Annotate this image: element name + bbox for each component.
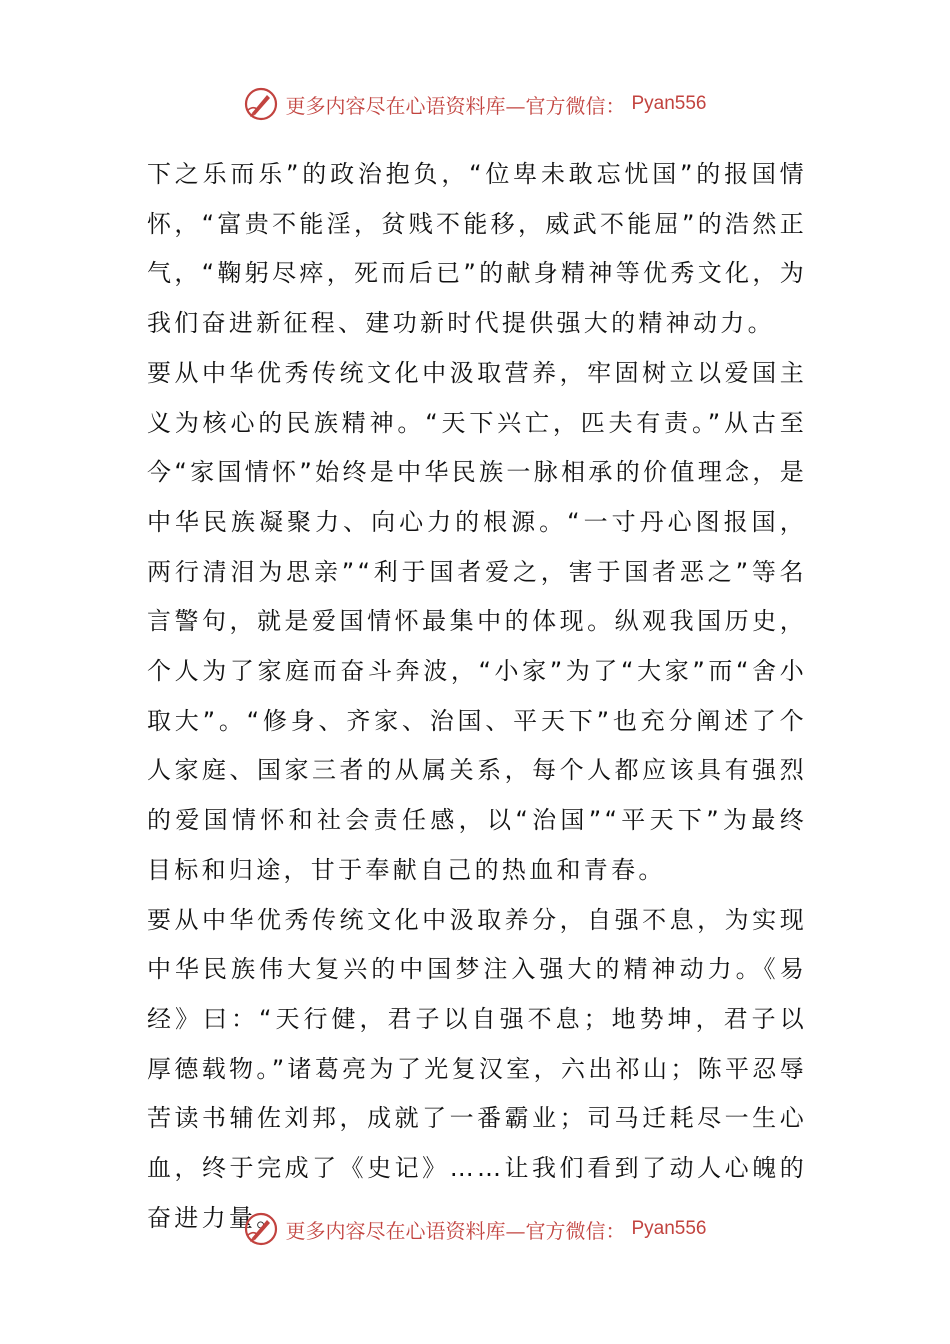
- pen-logo-icon: [243, 86, 279, 122]
- banner-text: 更多内容尽在心语资料库—官方微信：: [285, 93, 626, 118]
- paragraph: 要从中华优秀传统文化中汲取养分，自强不息，为实现中华民族伟大复兴的中国梦注入强大的精神动力。《易经》曰：“天行健，君子以自强不息；地势坤，君子以厚德载物。”诸葛亮为了光复汉室，六出祁山；陈平忍辱苦读书辅佐刘邦，成就了一番霸业；司马迁耗尽一生心血，终于完成了《史记》……让我们看到了动人心魄的奋进力量。: [147, 905, 807, 1232]
- banner-text: 更多内容尽在心语资料库—官方微信：: [285, 1218, 626, 1243]
- article-body: [147, 150, 807, 1243]
- wechat-id: Pyan556: [631, 93, 707, 114]
- paragraph: 下之乐而乐”的政治抱负，“位卑未敢忘忧国”的报国情怀，“富贵不能淫，贫贱不能移，威武不能屈”的浩然正气，“鞠躬尽瘁，死而后已”的献身精神等优秀文化，为我们奋进新征程、建功新时代提供强大的精神动力。: [147, 160, 807, 338]
- paragraph: 要从中华优秀传统文化中汲取营养，牢固树立以爱国主义为核心的民族精神。“天下兴亡，匹夫有责。”从古至今“家国情怀”始终是中华民族一脉相承的价值理念，是中华民族凝聚力、向心力的根源。“一寸丹心图报国，两行清泪为思亲”“利于国者爱之，害于国者恶之”等名言警句，就是爱国情怀最集中的体现。纵观我国历史，个人为了家庭而奋斗奔波，“小家”为了“大家”而“舍小取大”。“修身、齐家、治国、平天下”也充分阐述了个人家庭、国家三者的从属关系，每个人都应该具有强烈的爱国情怀和社会责任感，以“治国”“平天下”为最终目标和归途，甘于奉献自己的热血和青春。: [147, 358, 807, 884]
- pen-logo-icon: [243, 1211, 279, 1247]
- wechat-id: Pyan556: [631, 1218, 707, 1239]
- footer-banner: [0, 1209, 950, 1249]
- header-banner: [0, 84, 950, 124]
